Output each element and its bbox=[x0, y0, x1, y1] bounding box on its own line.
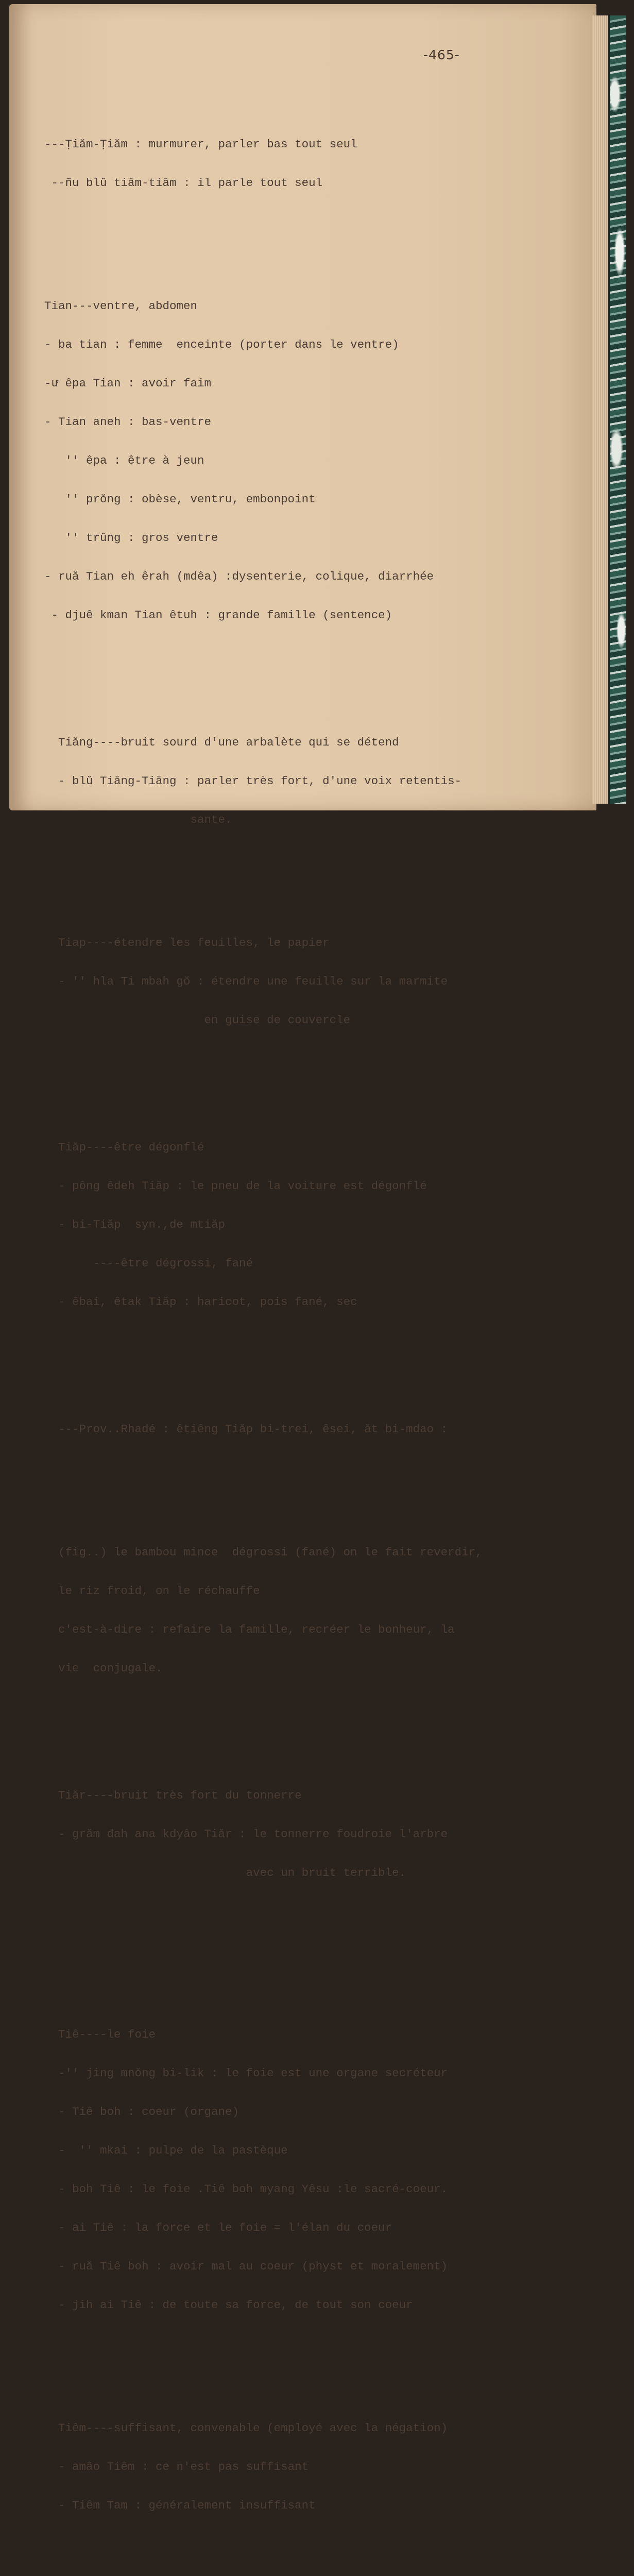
entry-tiap bbox=[44, 911, 590, 1053]
entry-line: '' prŏng : obèse, ventru, embonpoint bbox=[44, 493, 316, 506]
entry-line: - ruă Tian eh êrah (mdêa) :dysenterie, colique, diarrhée bbox=[44, 570, 434, 583]
entry-line: Tiap----étendre les feuilles, le papier bbox=[44, 936, 330, 950]
entry-tiap-degonfle bbox=[44, 1115, 590, 1334]
entry-line: - '' hla Ti mbah gŏ : étendre une feuille sur la marmite bbox=[44, 975, 448, 988]
entry-line: - jih ai Tiê : de toute sa force, de tout son coeur bbox=[44, 2298, 413, 2312]
entry-line: - pông êdeh Tiăp : le pneu de la voiture est dégonflé bbox=[44, 1179, 427, 1193]
entry-line: ---Ṭiăm-Ṭiăm : murmurer, parler bas tout seul bbox=[44, 138, 357, 151]
entry-line bbox=[44, 1990, 590, 2003]
entry-line: -ư êpa Tian : avoir faim bbox=[44, 377, 212, 390]
entry-line: (fig..) le bambou mince dégrossi (fané) on le fait reverdir, bbox=[44, 1546, 483, 1559]
entry-tiar bbox=[44, 1764, 590, 1905]
entry-line: - blŭ Tiăng-Tiăng : parler très fort, d'une voix retentis- bbox=[44, 774, 462, 788]
entry-line: - bi-Tiăp syn.,de mtiăp bbox=[44, 1218, 226, 1231]
entry-line: - ai Tiê : la force et le foie = l'élan du coeur bbox=[44, 2221, 392, 2234]
entry-proverb bbox=[44, 1397, 590, 1462]
entry-line: - '' mkai : pulpe de la pastèque bbox=[44, 2144, 288, 2157]
entry-tian bbox=[44, 274, 590, 648]
entry-line: - boh Tiê : le foie .Tiê boh myang Yêsu :le sacré-coeur. bbox=[44, 2182, 448, 2196]
entry-line: ---Prov..Rhadé : êtiêng Tiăp bi-trei, êsei, ăt bi-mdao : bbox=[44, 1422, 448, 1436]
entry-line: -'' jing mnŏng bi-lik : le foie est une organe secréteur bbox=[44, 2066, 448, 2080]
entry-line: ----être dégrossi, fané bbox=[44, 1257, 253, 1270]
entry-line: Tiăr----bruit très fort du tonnerre bbox=[44, 1789, 302, 1802]
entry-line: le riz froid, on le réchauffe bbox=[44, 1584, 260, 1598]
entry-tiang bbox=[44, 710, 590, 852]
entry-proverb-translation bbox=[44, 1520, 590, 1701]
entry-line: - grăm đah ana kdyâo Tiăr : le tonnerre foudroie l'arbre bbox=[44, 1827, 448, 1841]
page-edges bbox=[592, 15, 608, 804]
entry-line: Tiăp----être dégonflé bbox=[44, 1141, 204, 1154]
entry-line: c'est-à-dire : refaire la famille, recréer le bonheur, la bbox=[44, 1623, 455, 1636]
entry-line: - Tian aneh : bas-ventre bbox=[44, 415, 212, 429]
entry-line: sante. bbox=[44, 813, 232, 826]
entry-line: - amâo Tiêm : ce n'est pas suffisant bbox=[44, 2460, 309, 2473]
entry-line: en guise de couvercle bbox=[44, 1013, 351, 1027]
entry-line: avec un bruit terrible. bbox=[44, 1866, 406, 1879]
entry-tiem bbox=[44, 2396, 590, 2538]
entry-line: - Tiêm Tam : généralement insuffisant bbox=[44, 2499, 316, 2512]
entry-line: - ruă Tiê boh : avoir mal au coeur (physt et moralement) bbox=[44, 2260, 448, 2273]
entry-line: Tiê----le foie bbox=[44, 2028, 156, 2041]
entry-line: --ñu blŭ tiăm-tiăm : il parle tout seul bbox=[44, 176, 323, 190]
entry-line: '' trŭng : gros ventre bbox=[44, 531, 218, 545]
entry-line: Tian---ventre, abdomen bbox=[44, 299, 198, 313]
entry-tie bbox=[44, 1964, 590, 2337]
entry-tiam bbox=[44, 112, 590, 215]
entry-line: Tiêm----suffisant, convenable (employé avec la négation) bbox=[44, 2421, 448, 2435]
entry-line: Tiăng----bruit sourd d'une arbalète qui se détend bbox=[44, 736, 399, 749]
entry-line: - Tiê boh : coeur (organe) bbox=[44, 2105, 239, 2119]
entry-line: vie conjugale. bbox=[44, 1662, 163, 1675]
entry-line: - êbai, êtak Tiăp : haricot, pois fané, sec bbox=[44, 1295, 357, 1309]
entry-line: - djuê kman Tian êtuh : grande famille (sentence) bbox=[44, 608, 392, 622]
page-number: -465- bbox=[423, 47, 460, 62]
marbled-cover-edge bbox=[609, 15, 626, 804]
entry-line: '' êpa : être à jeun bbox=[44, 454, 204, 467]
entry-line: - ba tian : femme enceinte (porter dans le ventre) bbox=[44, 338, 399, 351]
dictionary-text bbox=[44, 87, 590, 2576]
